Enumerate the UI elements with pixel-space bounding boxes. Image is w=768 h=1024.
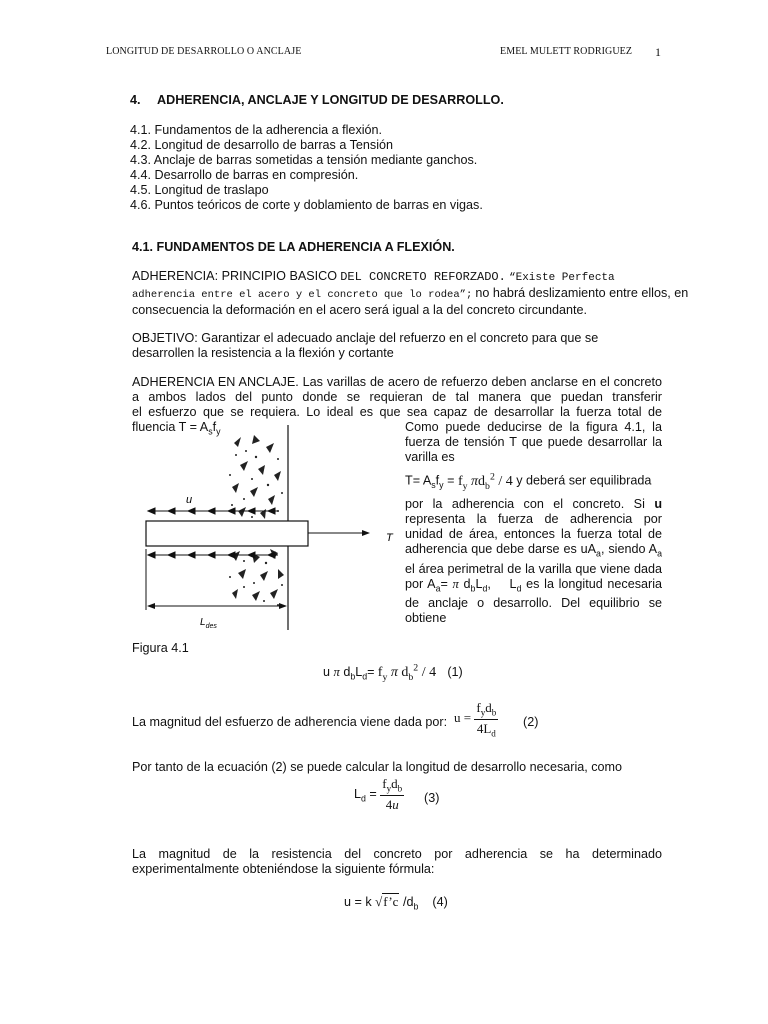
dimension-arrow-left: [147, 603, 155, 609]
objetivo-line1: OBJETIVO: Garantizar el adecuado anclaje del refuerzo en el concreto para que se: [132, 331, 599, 345]
equation-1-label: (1): [447, 664, 463, 679]
development-length-label: $L_{des}$: [200, 617, 217, 630]
equation-2-text: La magnitud del esfuerzo de adherencia viene dada por:: [132, 715, 448, 729]
toc-list: [130, 123, 483, 213]
running-header-right: EMEL MULETT RODRIGUEZ: [500, 46, 633, 57]
adherencia-mid: DEL CONCRETO REFORZADO.: [340, 270, 506, 284]
resistance-paragraph: La magnitud de la resistencia del concreto por adherencia se ha determinado experimentalmente obteniéndose la siguiente fórmula:: [132, 847, 662, 876]
bond-stress-label: u: [186, 494, 193, 506]
adherencia-line3: consecuencia la deformación en el acero será igual a la del concreto circundante.: [132, 303, 588, 317]
running-header-left: LONGITUD DE DESARROLLO O ANCLAJE: [106, 46, 302, 57]
equation-1: u π $d_bL_d= f_y$ π $d_b^2 / 4$ (1): [323, 662, 463, 683]
equation-2-label: (2): [523, 715, 539, 729]
anclaje-line3: el esfuerzo que se requiera. Lo ideal es que sea capaz de desarrollar la fuerza total de: [132, 405, 662, 419]
adherencia-tail: no habrá deslizamiento entre ellos, en: [475, 286, 689, 300]
tension-arrowhead: [362, 530, 370, 536]
tension-label: T: [386, 532, 393, 544]
adherencia-quote1: “Existe Perfecta: [509, 272, 615, 284]
figure-caption: Figura 4.1: [132, 641, 189, 655]
toc-item: 4.4. Desarrollo de barras en compresión.: [130, 168, 359, 182]
section-title: ADHERENCIA, ANCLAJE Y LONGITUD DE DESARROLLO.: [157, 93, 504, 107]
figure-bar-anchorage: [128, 425, 398, 635]
rebar: [146, 521, 308, 546]
objetivo-line2: desarrollen la resistencia a la flexión y cortante: [132, 346, 394, 360]
tension-equation: $T= A_sf_y = f_y$ $\pi d_b^2 / 4$ y deberá ser equilibrada: [405, 471, 652, 492]
objetivo-paragraph: [132, 331, 598, 361]
equation-3-label: (3): [424, 791, 440, 805]
anclaje-line1: ADHERENCIA EN ANCLAJE. Las varillas de acero de refuerzo deben anclarse en el concreto: [132, 375, 662, 389]
toc-item: 4.3. Anclaje de barras sometidas a tensión mediante ganchos.: [130, 153, 478, 167]
toc-item: 4.6. Puntos teóricos de corte y doblamiento de barras en vigas.: [130, 198, 483, 212]
right-column-paragraph: Como puede deducirse de la figura 4.1, la fuerza de tensión T que puede desarrollar la varilla es $T= A_sf_y = f_y$ $\pi d_b^2 / 4$ y deberá ser equilibrada por la adherencia con el concreto. Si u representa la fuerza de adherencia por unidad de área, entonces la fuerza total de adherencia que debe darse es $uA_a$, siendo $A_a$ el área perimetral de la varilla que viene dada por $A_a= \pi$ $d_bL_d$, $L_d$ es la longitud necesaria de anclaje o desarrollo. Del equilibrio se obtiene: [405, 420, 663, 626]
toc-item: 4.2. Longitud de desarrollo de barras a Tensión: [130, 138, 394, 152]
adherencia-lead: ADHERENCIA: PRINCIPIO BASICO: [132, 269, 338, 283]
anclaje-line4: fluencia $T = A_sf_y$: [132, 420, 221, 437]
equation-3: $L_d$ = $\frac{f_yd_b}{4u}$: [354, 776, 403, 812]
adherencia-paragraph: [132, 269, 689, 318]
equation-3-text: Por tanto de la ecuación (2) se puede calcular la longitud de desarrollo necesaria, como: [132, 760, 623, 774]
anclaje-line2: a ambos lados del punto donde se requieran de tal manera que puedan transferir: [132, 390, 662, 404]
equation-4: u = k √f’c $/d_b$ (4): [344, 894, 448, 912]
toc-item: 4.5. Longitud de traslapo: [130, 183, 269, 197]
adherencia-quote2: adherencia entre el acero y el concreto que lo rodea”;: [132, 289, 473, 301]
equation-2: u = $\frac{f_yd_b}{4L_d}$: [454, 700, 497, 739]
subsection-title: 4.1. FUNDAMENTOS DE LA ADHERENCIA A FLEXIÓN.: [132, 240, 455, 254]
equation-4-label: (4): [432, 895, 448, 909]
toc-item: 4.1. Fundamentos de la adherencia a flexión.: [130, 123, 383, 137]
page-number: 1: [655, 45, 661, 59]
section-number: 4.: [130, 93, 141, 107]
dimension-arrow-right: [279, 603, 287, 609]
